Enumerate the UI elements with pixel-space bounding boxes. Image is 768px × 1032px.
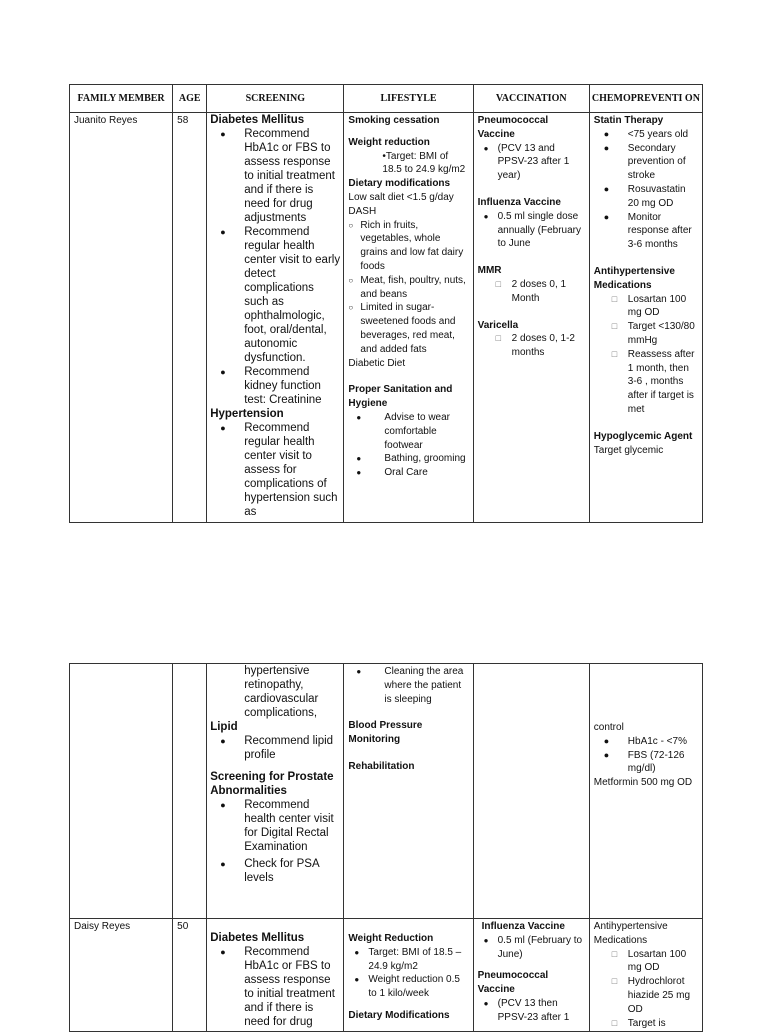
list-item: ● Bathing, grooming	[350, 452, 468, 466]
family-member-cell	[70, 919, 173, 1032]
list-item: ● Recommend HbA1c or FBS to assess response to initial treatment and if there is need for drug	[210, 945, 340, 1029]
glycemic-target-list	[594, 735, 698, 776]
influenza-list	[478, 934, 585, 962]
list-item: ● Cleaning the area where the patient is sleeping	[350, 665, 468, 706]
dash-label: DASH	[348, 205, 377, 217]
age-cell	[173, 113, 207, 523]
hypoglycemic-title: Hypoglycemic Agent	[593, 430, 693, 442]
pneumococcal-list	[478, 142, 585, 183]
mmr-list	[478, 278, 585, 306]
smoking-cessation: Smoking cessation	[348, 115, 440, 126]
list-item: ● (PCV 13 and PPSV-23 after 1 year)	[478, 142, 585, 183]
list-item: ● Monitor response after 3-6 months	[594, 211, 698, 252]
influenza-list	[478, 210, 585, 251]
sanitation-list	[348, 411, 468, 480]
hypertension-list	[210, 421, 340, 519]
list-item: ● Check for PSA levels	[210, 857, 340, 885]
dm-title: Diabetes Mellitus	[210, 932, 305, 944]
list-item: ● FBS (72-126 mg/dl)	[594, 749, 698, 777]
dm-list	[210, 127, 340, 407]
chemoprevention-cell	[589, 919, 702, 1032]
antihypertensive-title: Antihypertensive Medications	[593, 265, 675, 291]
lifestyle-cell	[344, 919, 473, 1032]
varicella-title: Varicella	[477, 319, 519, 331]
list-item: □ Target is	[594, 1017, 698, 1031]
lipid-list	[210, 734, 340, 762]
list-item: □ Losartan 100 mg OD	[594, 293, 698, 321]
header-vaccination: VACCINATION	[473, 85, 589, 113]
list-item: ● (PCV 13 then PPSV-23 after 1	[478, 997, 585, 1025]
list-item: □ Losartan 100 mg OD	[594, 948, 698, 976]
table-row	[70, 664, 703, 919]
dm-title: Diabetes Mellitus	[210, 114, 305, 126]
antihypertensive-list	[594, 293, 698, 417]
vaccination-cell	[473, 664, 589, 919]
list-item: ● <75 years old	[594, 128, 698, 142]
dash-list	[348, 219, 468, 357]
list-item: ● 0.5 ml single dose annually (February to June	[478, 210, 585, 251]
family-member-name: Daisy Reyes	[74, 921, 131, 932]
table-row	[70, 919, 703, 1032]
low-salt-diet: Low salt diet <1.5 g/day	[348, 191, 454, 203]
list-item: □ Target <130/80 mmHg	[594, 320, 698, 348]
vaccination-cell	[473, 919, 589, 1032]
list-item: □ Reassess after 1 month, then 3-6 , months after if target is met	[594, 348, 698, 417]
list-item: ● Oral Care	[350, 466, 468, 480]
diabetic-diet: Diabetic Diet	[348, 357, 406, 369]
list-item: ● Recommend regular health center visit to early detect complications such as ophthalmologic, foot, oral/dental, autonomic dysfunction.	[210, 225, 340, 365]
age-cell	[173, 919, 207, 1032]
age-value: 50	[177, 921, 189, 932]
list-item: □ 2 doses 0, 1-2 months	[478, 332, 585, 360]
list-item: ● Advise to wear comfortable footwear	[350, 411, 468, 452]
antihypertensive-title: Antihypertensive Medications	[593, 921, 668, 946]
pneumococcal-list	[478, 997, 585, 1025]
list-item: ● 0.5 ml (February to June)	[478, 934, 585, 962]
list-item: □ 2 doses 0, 1 Month	[478, 278, 585, 306]
list-item: ● HbA1c - <7%	[594, 735, 698, 749]
family-member-name: Juanito Reyes	[74, 115, 138, 126]
family-member-cell	[70, 664, 173, 919]
list-item: ● Secondary prevention of stroke	[594, 142, 698, 183]
glycemic-control: control	[593, 722, 624, 733]
target-glycemic: Target glycemic	[593, 444, 664, 456]
age-cell	[173, 664, 207, 919]
metformin-dose: Metformin 500 mg OD	[593, 777, 693, 789]
page-1	[69, 84, 703, 523]
statin-list	[594, 128, 698, 252]
rehabilitation: Rehabilitation	[348, 760, 415, 772]
mmr-title: MMR	[477, 265, 502, 277]
screening-cell	[207, 919, 344, 1032]
list-item: ● Rosuvastatin 20 mg OD	[594, 183, 698, 211]
care-plan-table-page-1	[69, 84, 703, 523]
chemoprevention-cell	[589, 113, 702, 523]
age-value: 58	[177, 115, 189, 126]
prostate-list	[210, 798, 340, 885]
table-row	[70, 113, 703, 523]
list-item: ● Recommend regular health center visit to assess for complications of hypertension such as	[210, 421, 340, 519]
weight-reduction-title: Weight reduction	[348, 136, 430, 148]
header-lifestyle: LIFESTYLE	[344, 85, 473, 113]
list-item: ● Recommend health center visit for Digital Rectal Examination	[210, 798, 340, 854]
pneumococcal-title: Pneumococcal Vaccine	[477, 970, 549, 996]
dietary-title: Dietary Modifications	[348, 1009, 450, 1021]
bp-monitoring: Blood Pressure Monitoring	[348, 720, 423, 746]
dietary-title: Dietary modifications	[348, 178, 451, 190]
antihypertensive-list	[594, 948, 698, 1031]
weight-reduction-title: Weight Reduction	[348, 933, 434, 944]
list-item: ● Recommend HbA1c or FBS to assess response to initial treatment and if there is need for drug adjustments	[210, 127, 340, 225]
influenza-title: Influenza Vaccine	[481, 921, 565, 932]
screening-cell	[207, 664, 344, 919]
list-item: ● Recommend kidney function test: Creatinine	[210, 365, 340, 407]
lipid-title: Lipid	[210, 721, 238, 733]
screening-continued: hypertensive retinopathy, cardiovascular complications,	[244, 665, 319, 719]
sanitation-list-continued	[348, 665, 468, 706]
vaccination-cell	[473, 113, 589, 523]
header-row	[70, 85, 703, 113]
header-age: AGE	[173, 85, 207, 113]
list-item: ○ Rich in fruits, vegetables, whole grains and low fat dairy foods	[348, 219, 468, 274]
prostate-title: Screening for Prostate Abnormalities	[210, 771, 334, 797]
screening-cell	[207, 113, 344, 523]
sanitation-title: Proper Sanitation and Hygiene	[348, 384, 453, 410]
varicella-list	[478, 332, 585, 360]
statin-title: Statin Therapy	[593, 115, 664, 126]
page-2	[69, 663, 703, 1032]
influenza-title: Influenza Vaccine	[477, 196, 561, 208]
dm-list	[210, 945, 340, 1029]
hypertension-title: Hypertension	[210, 408, 284, 420]
pneumococcal-title: Pneumococcal Vaccine	[477, 115, 549, 140]
weight-list	[348, 946, 468, 1001]
family-member-cell	[70, 113, 173, 523]
list-item: □ Hydrochlorot hiazide 25 mg OD	[594, 975, 698, 1016]
list-item: ● Recommend lipid profile	[210, 734, 340, 762]
header-family-member: FAMILY MEMBER	[70, 85, 173, 113]
list-item: ● Target: BMI of 18.5 – 24.9 kg/m2	[348, 946, 468, 974]
lifestyle-cell	[344, 664, 473, 919]
list-item: ○ Meat, fish, poultry, nuts, and beans	[348, 274, 468, 302]
header-chemoprevention: CHEMOPREVENTI ON	[589, 85, 702, 113]
header-screening: SCREENING	[207, 85, 344, 113]
chemoprevention-cell	[589, 664, 702, 919]
list-item: ○ Limited in sugar-sweetened foods and beverages, red meat, and added fats	[348, 301, 468, 356]
weight-target: •Target: BMI of 18.5 to 24.9 kg/m2	[382, 150, 466, 176]
lifestyle-cell	[344, 113, 473, 523]
list-item: ● Weight reduction 0.5 to 1 kilo/week	[348, 973, 468, 1001]
care-plan-table-page-2	[69, 663, 703, 1032]
